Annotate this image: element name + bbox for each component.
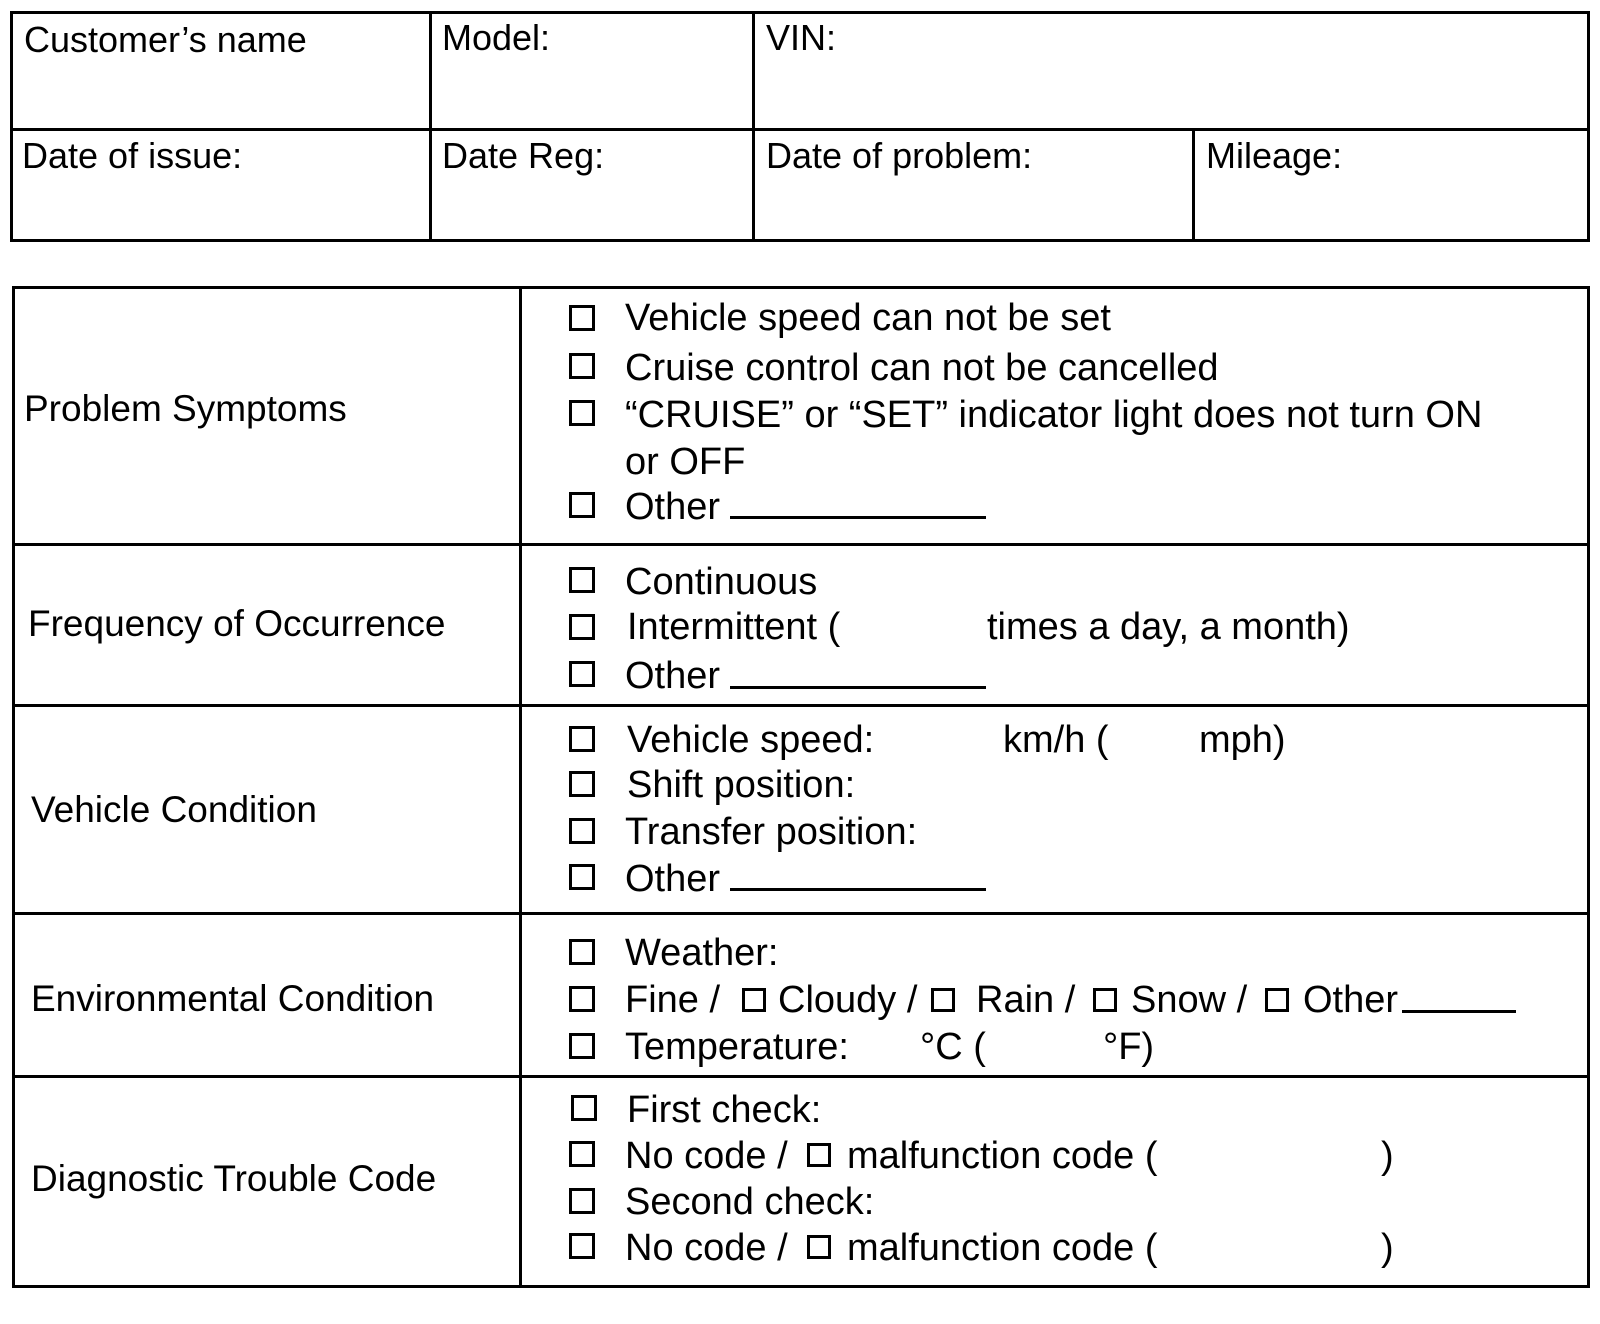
shift-position: Shift position: xyxy=(627,764,856,806)
vehicle-condition-label: Vehicle Condition xyxy=(31,789,317,830)
frequency-intermittent: Intermittent ( xyxy=(627,606,841,648)
row-divider-4 xyxy=(12,1075,1590,1078)
vehicle-other: Other xyxy=(625,858,721,900)
first-check-checkbox[interactable] xyxy=(571,1095,597,1121)
first-malfunction-checkbox[interactable] xyxy=(807,1143,831,1167)
frequency-other-blank[interactable] xyxy=(730,686,986,689)
first-no-code: No code / xyxy=(625,1135,788,1177)
header-col-divider-3 xyxy=(1192,128,1195,242)
weather-fine: Fine / xyxy=(625,979,721,1021)
symptom-checkbox-3[interactable] xyxy=(569,400,595,426)
problem-symptoms-label: Problem Symptoms xyxy=(24,388,347,429)
vehicle-other-checkbox[interactable] xyxy=(569,864,595,890)
frequency-intermittent-checkbox[interactable] xyxy=(569,614,595,640)
weather: Weather: xyxy=(625,932,779,974)
weather-rain-checkbox[interactable] xyxy=(931,988,955,1012)
transfer-position-checkbox[interactable] xyxy=(569,818,595,844)
frequency-intermittent-rest: times a day, a month) xyxy=(987,606,1350,648)
header-row-divider xyxy=(10,128,1590,131)
transfer-position: Transfer position: xyxy=(625,811,918,853)
first-malfunction-close: ) xyxy=(1381,1135,1394,1177)
row-divider-1 xyxy=(12,543,1590,546)
shift-position-checkbox[interactable] xyxy=(569,771,595,797)
row-divider-3 xyxy=(12,912,1590,915)
second-malfunction-checkbox[interactable] xyxy=(807,1235,831,1259)
dtc-label: Diagnostic Trouble Code xyxy=(31,1158,437,1199)
weather-snow-checkbox[interactable] xyxy=(1093,988,1117,1012)
frequency-label: Frequency of Occurrence xyxy=(28,603,446,644)
vehicle-other-blank[interactable] xyxy=(730,888,986,891)
header-col-divider-1 xyxy=(429,11,432,242)
vehicle-speed-kmh: km/h ( xyxy=(1003,719,1109,761)
date-of-problem-field[interactable]: Date of problem: xyxy=(766,135,1033,176)
frequency-other-checkbox[interactable] xyxy=(569,661,595,687)
first-check: First check: xyxy=(627,1089,822,1131)
weather-snow: Snow / xyxy=(1131,979,1248,1021)
environmental-condition-label: Environmental Condition xyxy=(31,978,435,1019)
customer-name-field[interactable]: Customer’s name xyxy=(24,19,307,60)
weather-other-checkbox[interactable] xyxy=(1265,988,1289,1012)
vehicle-speed: Vehicle speed: xyxy=(627,719,875,761)
first-no-code-checkbox[interactable] xyxy=(569,1141,595,1167)
symptom-option-3: “CRUISE” or “SET” indicator light does not turn ON xyxy=(625,394,1483,436)
symptom-other-blank[interactable] xyxy=(730,516,986,519)
weather-fine-checkbox[interactable] xyxy=(569,986,595,1012)
second-malfunction-code: malfunction code ( xyxy=(847,1227,1158,1269)
weather-cloudy: Cloudy / xyxy=(778,979,918,1021)
second-malfunction-close: ) xyxy=(1381,1227,1394,1269)
frequency-continuous-checkbox[interactable] xyxy=(569,567,595,593)
weather-other: Other xyxy=(1303,979,1399,1021)
vehicle-speed-checkbox[interactable] xyxy=(569,726,595,752)
vehicle-speed-mph: mph) xyxy=(1199,719,1286,761)
symptom-table-col-divider xyxy=(519,286,522,1288)
weather-checkbox[interactable] xyxy=(569,939,595,965)
second-no-code-checkbox[interactable] xyxy=(569,1233,595,1259)
weather-rain: Rain / xyxy=(976,979,1076,1021)
temperature-fahrenheit: °F) xyxy=(1103,1026,1155,1068)
header-col-divider-2 xyxy=(752,11,755,242)
symptom-option-other: Other xyxy=(625,486,721,528)
weather-other-blank[interactable] xyxy=(1402,1010,1516,1013)
model-field[interactable]: Model: xyxy=(442,17,551,58)
frequency-other: Other xyxy=(625,655,721,697)
symptom-checkbox-2[interactable] xyxy=(569,353,595,379)
mileage-field[interactable]: Mileage: xyxy=(1206,135,1343,176)
row-divider-2 xyxy=(12,704,1590,707)
second-no-code: No code / xyxy=(625,1227,788,1269)
second-check-checkbox[interactable] xyxy=(569,1188,595,1214)
vin-field[interactable]: VIN: xyxy=(766,17,837,58)
temperature-checkbox[interactable] xyxy=(569,1033,595,1059)
symptom-checkbox-4[interactable] xyxy=(569,492,595,518)
second-check: Second check: xyxy=(625,1181,875,1223)
symptom-option-1: Vehicle speed can not be set xyxy=(625,297,1111,339)
symptom-option-2: Cruise control can not be cancelled xyxy=(625,347,1219,389)
date-reg-field[interactable]: Date Reg: xyxy=(442,135,605,176)
frequency-continuous: Continuous xyxy=(625,561,818,603)
temperature-celsius: °C ( xyxy=(920,1026,986,1068)
symptom-option-3-wrap: or OFF xyxy=(625,441,746,483)
weather-cloudy-checkbox[interactable] xyxy=(742,988,766,1012)
date-of-issue-field[interactable]: Date of issue: xyxy=(22,135,243,176)
temperature: Temperature: xyxy=(625,1026,849,1068)
symptom-checkbox-1[interactable] xyxy=(569,305,595,331)
first-malfunction-code: malfunction code ( xyxy=(847,1135,1158,1177)
